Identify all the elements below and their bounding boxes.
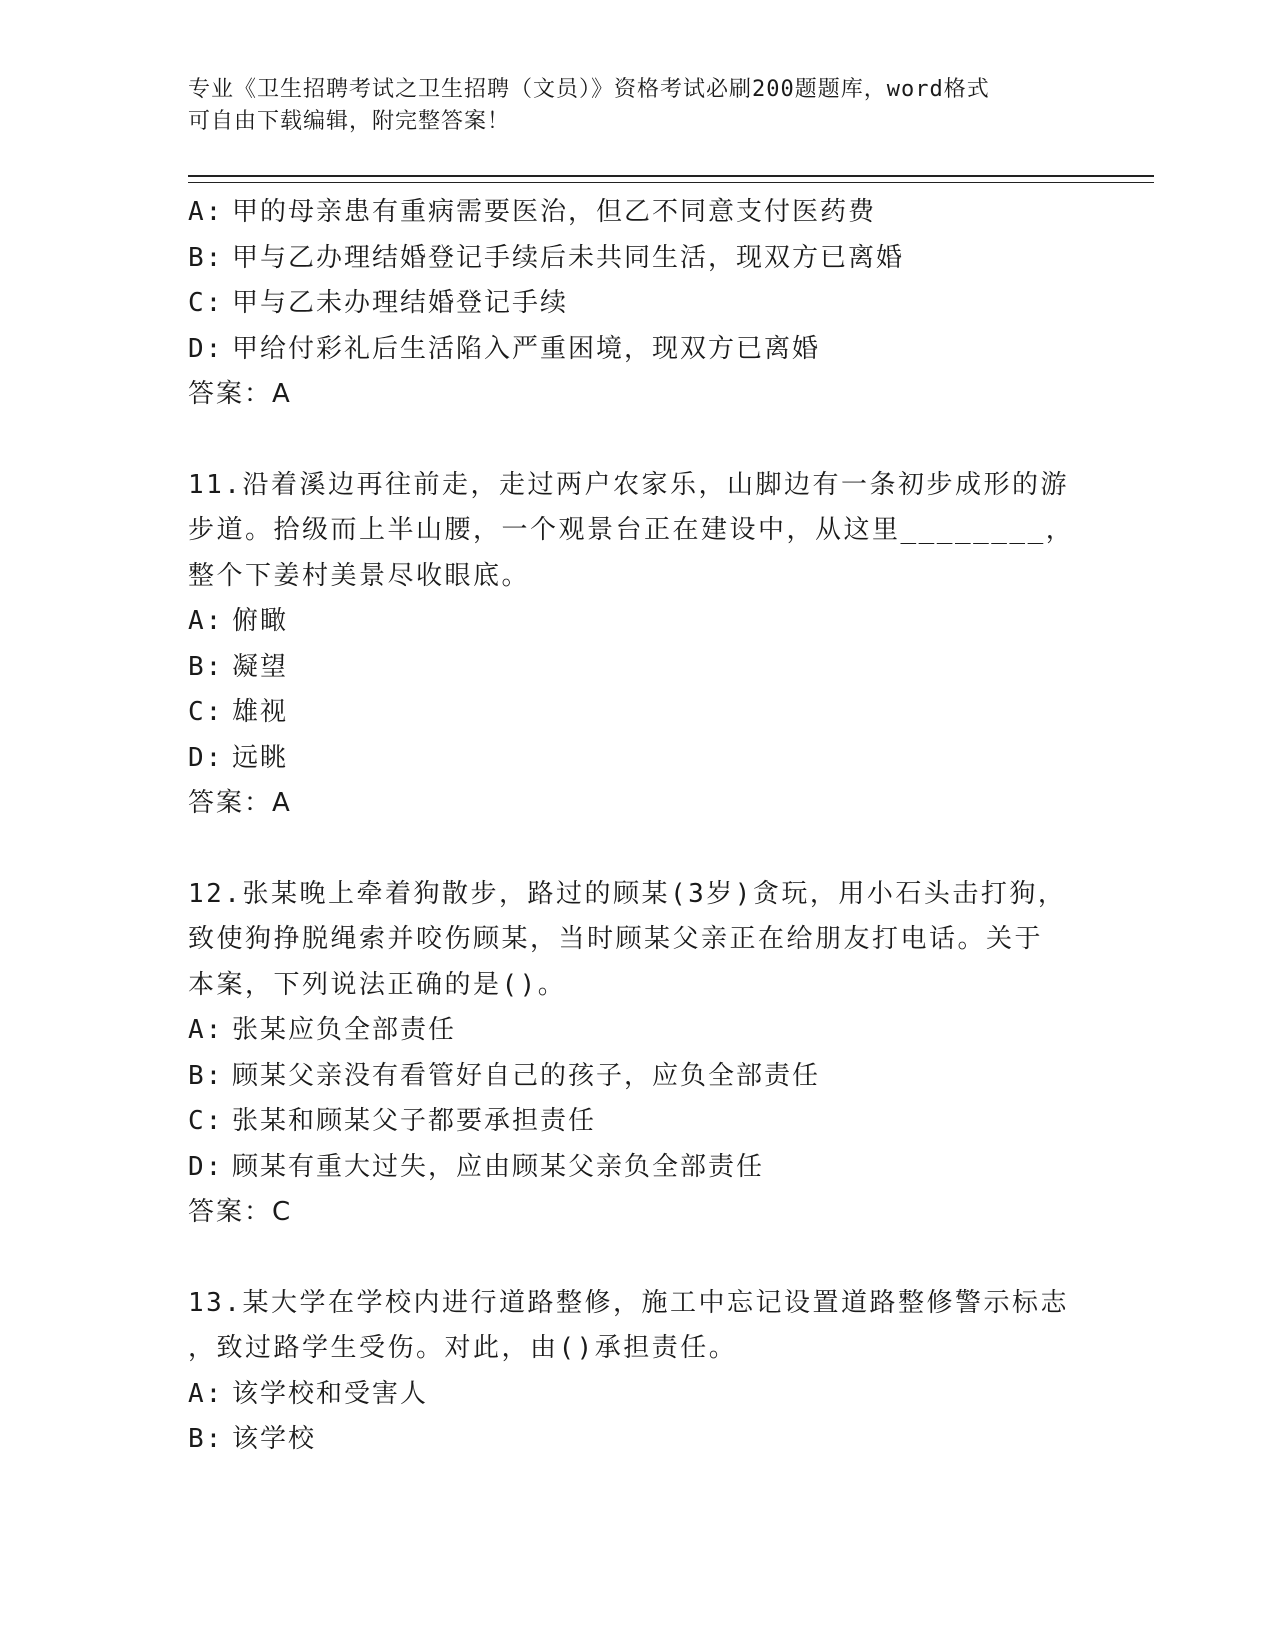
question-block-10 <box>188 190 1088 418</box>
question-block-13 <box>188 1281 1088 1463</box>
question-stem-line: 11.沿着溪边再往前走，走过两户农家乐，山脚边有一条初步成形的游 <box>188 469 1069 500</box>
question-stem-line: 致使狗挣脱绳索并咬伤顾某，当时顾某父亲正在给朋友打电话。关于 <box>188 924 1044 954</box>
question-stem-line: 12.张某晚上牵着狗散步，路过的顾某(3岁)贪玩，用小石头击打狗， <box>188 878 1067 909</box>
option-a: A: 俯瞰 <box>188 606 289 636</box>
question-block-11 <box>188 463 1088 827</box>
option-b: B: 该学校 <box>188 1424 317 1454</box>
answer-line: 答案：C <box>188 1197 293 1227</box>
option-c: C: 甲与乙未办理结婚登记手续 <box>188 288 569 318</box>
header-rule-thick <box>188 175 1154 177</box>
option-b: B: 甲与乙办理结婚登记手续后未共同生活，现双方已离婚 <box>188 242 905 273</box>
question-stem-line: 整个下姜村美景尽收眼底。 <box>188 560 531 591</box>
question-stem-line: 步道。拾级而上半山腰，一个观景台正在建设中，从这里________， <box>188 515 1075 545</box>
option-c: C: 张某和顾某父子都要承担责任 <box>188 1106 597 1136</box>
option-b: B: 凝望 <box>188 651 289 682</box>
question-stem-line: 13.某大学在学校内进行道路整修，施工中忘记设置道路整修警示标志 <box>188 1287 1069 1318</box>
header-line-1: 专业《卫生招聘考试之卫生招聘（文员）》资格考试必刷200题题库，word格式 <box>188 77 990 102</box>
question-list <box>188 190 1088 1463</box>
question-stem-line: 本案，下列说法正确的是()。 <box>188 969 567 1000</box>
document-header <box>188 74 1088 138</box>
option-a: A: 该学校和受害人 <box>188 1378 429 1409</box>
question-block-12 <box>188 872 1088 1236</box>
option-a: A: 张某应负全部责任 <box>188 1015 457 1045</box>
option-b: B: 顾某父亲没有看管好自己的孩子，应负全部责任 <box>188 1060 821 1091</box>
header-line-2: 可自由下载编辑，附完整答案！ <box>188 109 511 134</box>
option-a: A: 甲的母亲患有重病需要医治，但乙不同意支付医药费 <box>188 197 877 227</box>
question-stem-line: ，致过路学生受伤。对此，由()承担责任。 <box>188 1333 738 1363</box>
option-c: C: 雄视 <box>188 697 289 727</box>
option-d: D: 甲给付彩礼后生活陷入严重困境，现双方已离婚 <box>188 333 821 364</box>
answer-line: 答案：A <box>188 788 292 818</box>
header-rule-thin <box>188 182 1154 183</box>
option-d: D: 远眺 <box>188 742 289 773</box>
answer-line: 答案：A <box>188 379 292 409</box>
option-d: D: 顾某有重大过失，应由顾某父亲负全部责任 <box>188 1151 765 1182</box>
